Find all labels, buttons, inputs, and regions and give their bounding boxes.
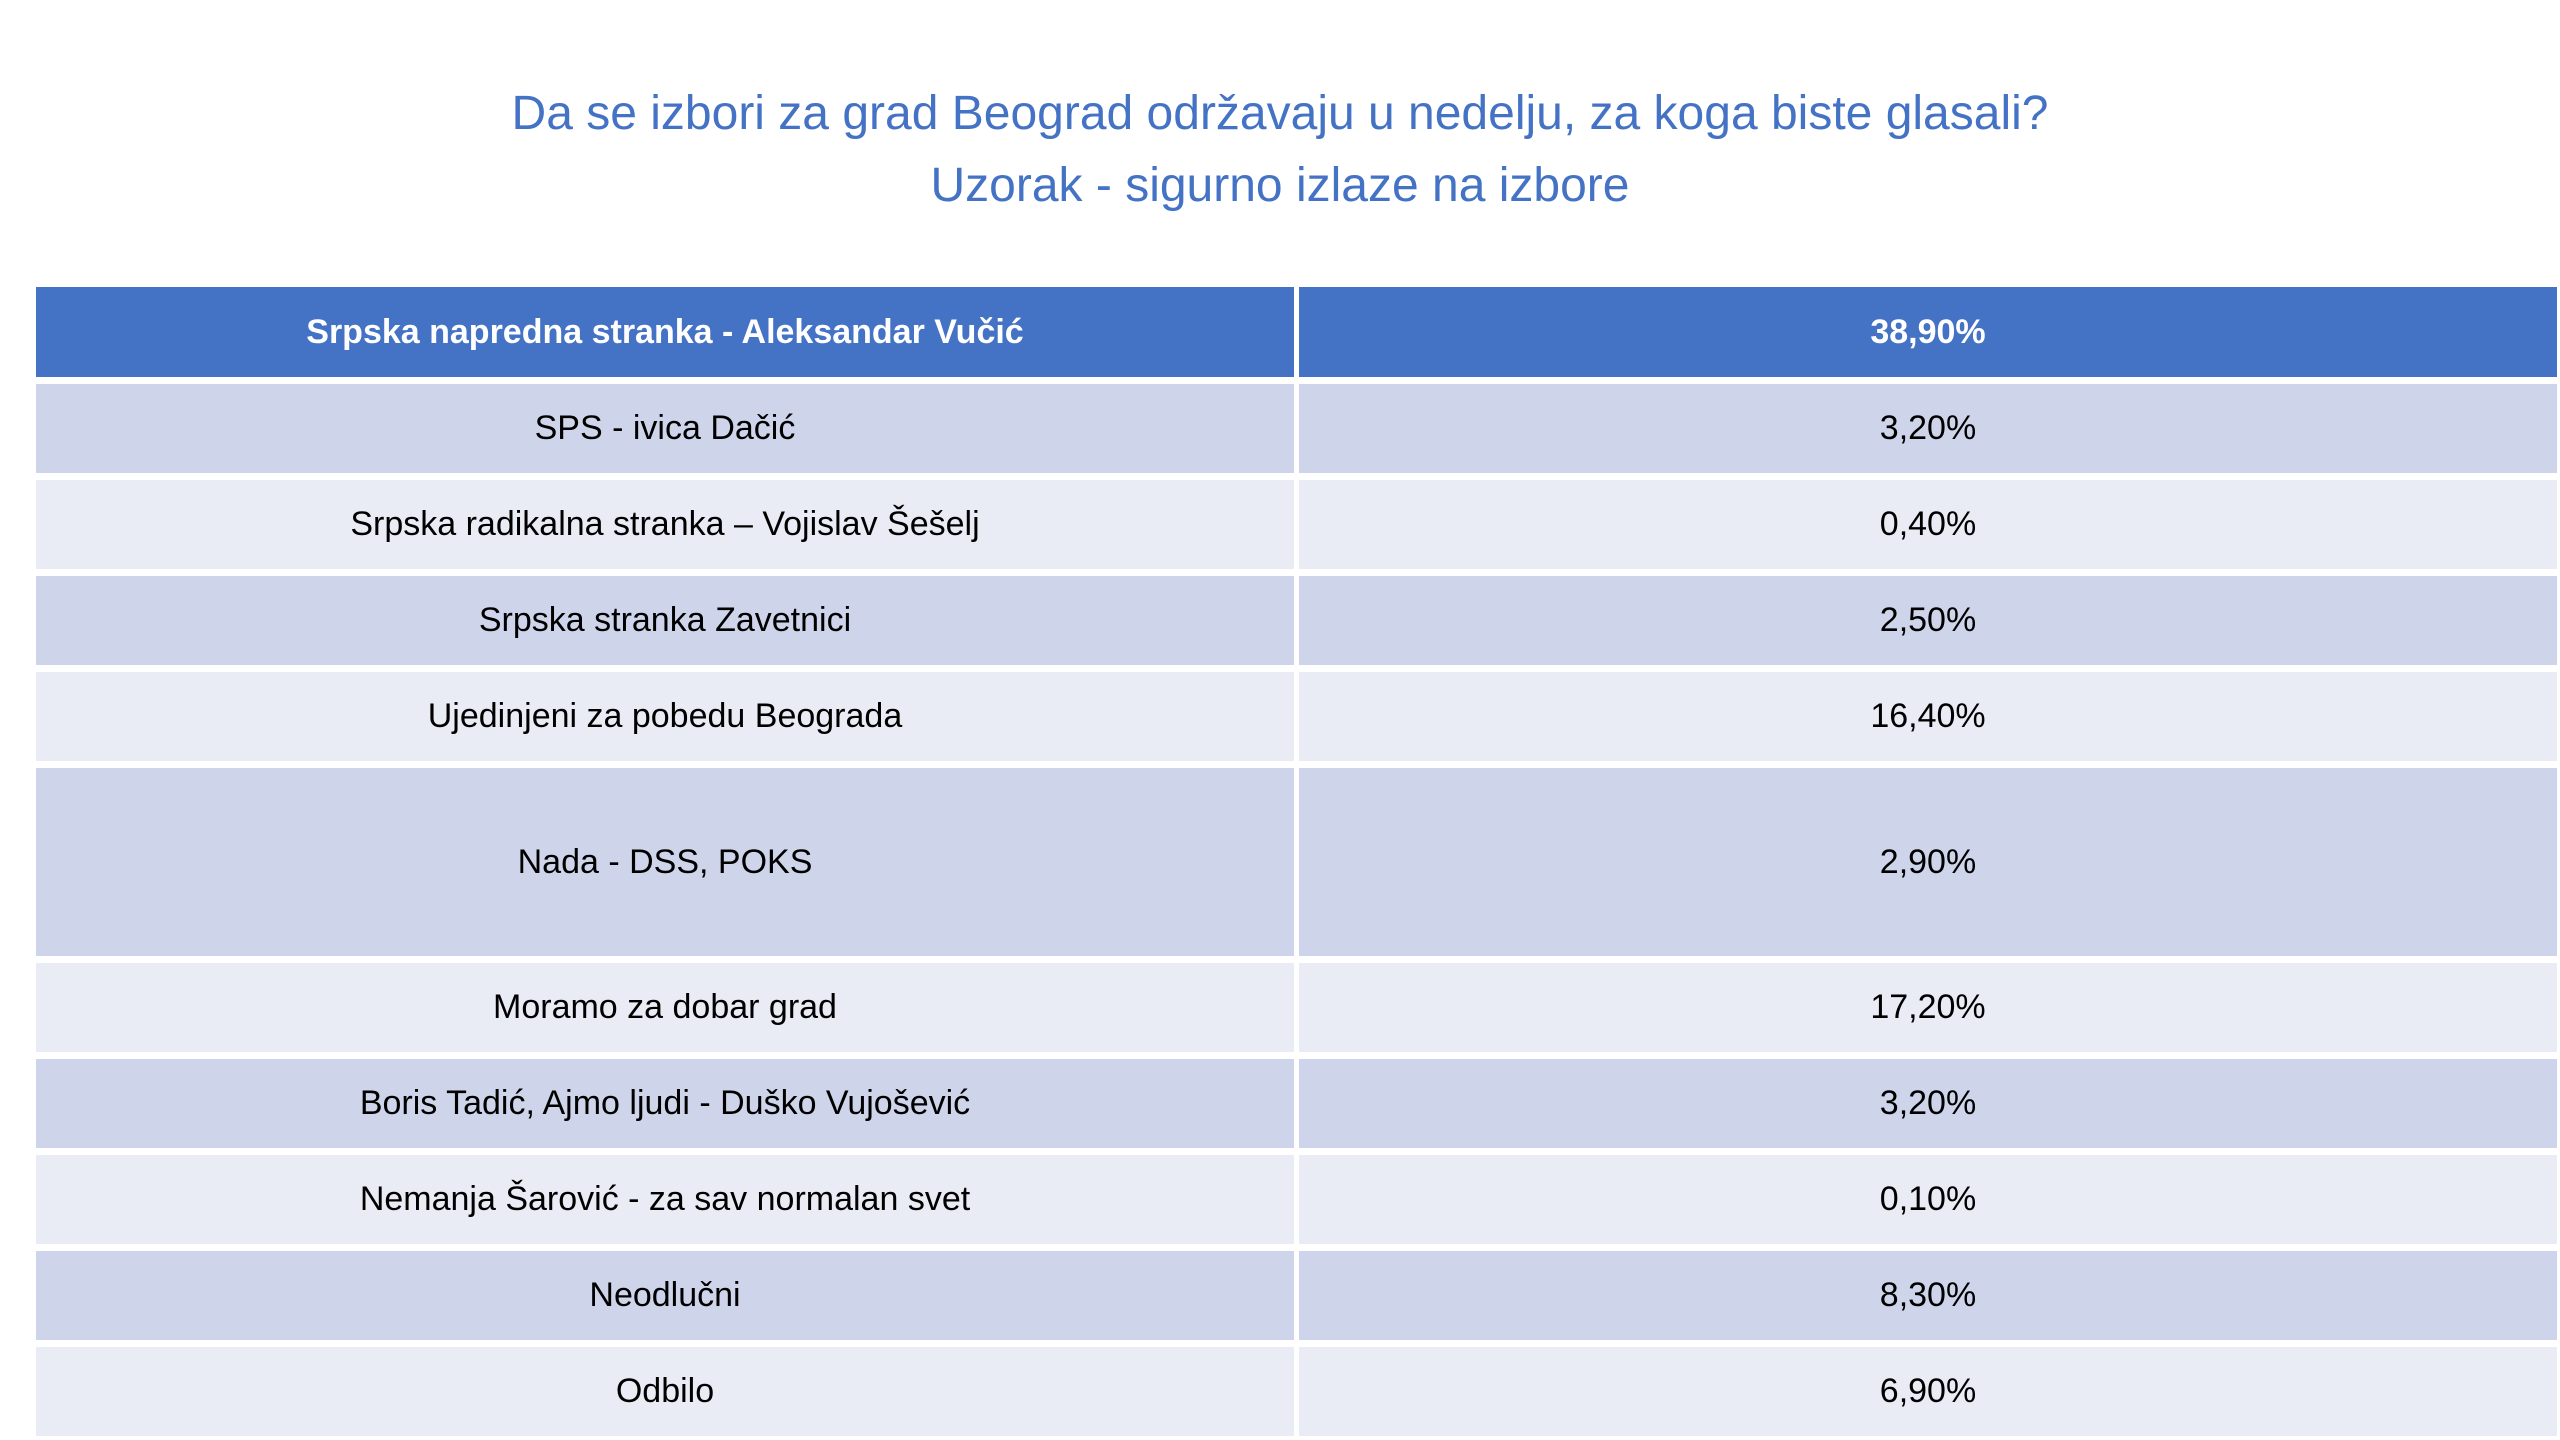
party-cell: Srpska stranka Zavetnici xyxy=(36,576,1294,665)
value-cell: 17,20% xyxy=(1299,963,2557,1052)
party-cell: Neodlučni xyxy=(36,1251,1294,1340)
value-cell: 0,10% xyxy=(1299,1155,2557,1244)
value-cell: 16,40% xyxy=(1299,672,2557,761)
party-cell: Boris Tadić, Ajmo ljudi - Duško Vujošević xyxy=(36,1059,1294,1148)
party-cell: Srpska napredna stranka - Aleksandar Vučić xyxy=(36,287,1294,377)
slide-title xyxy=(0,78,2560,222)
table-row xyxy=(36,963,2557,1052)
slide-title-line1: Da se izbori za grad Beograd održavaju u nedelju, za koga biste glasali? xyxy=(511,87,2049,140)
party-cell: Nemanja Šarović - za sav normalan svet xyxy=(36,1155,1294,1244)
table-row xyxy=(36,672,2557,761)
value-cell: 6,90% xyxy=(1299,1347,2557,1436)
table-row xyxy=(36,1251,2557,1340)
party-cell: Srpska radikalna stranka – Vojislav Šešelj xyxy=(36,480,1294,569)
party-cell: Nada - DSS, POKS xyxy=(36,768,1294,956)
table-row xyxy=(36,480,2557,569)
value-cell: 3,20% xyxy=(1299,1059,2557,1148)
value-cell: 38,90% xyxy=(1299,287,2557,377)
table-header-row xyxy=(36,287,2557,377)
poll-results-table xyxy=(36,287,2557,1436)
value-cell: 2,90% xyxy=(1299,768,2557,956)
table-row xyxy=(36,768,2557,956)
party-cell: Moramo za dobar grad xyxy=(36,963,1294,1052)
party-cell: SPS - ivica Dačić xyxy=(36,384,1294,473)
table-row xyxy=(36,1155,2557,1244)
party-cell: Odbilo xyxy=(36,1347,1294,1436)
value-cell: 8,30% xyxy=(1299,1251,2557,1340)
party-cell: Ujedinjeni za pobedu Beograda xyxy=(36,672,1294,761)
slide-title-line2: Uzorak - sigurno izlaze na izbore xyxy=(930,159,1630,212)
value-cell: 3,20% xyxy=(1299,384,2557,473)
table-row xyxy=(36,1347,2557,1436)
table-row xyxy=(36,1059,2557,1148)
table-row xyxy=(36,576,2557,665)
value-cell: 0,40% xyxy=(1299,480,2557,569)
value-cell: 2,50% xyxy=(1299,576,2557,665)
table-row xyxy=(36,384,2557,473)
